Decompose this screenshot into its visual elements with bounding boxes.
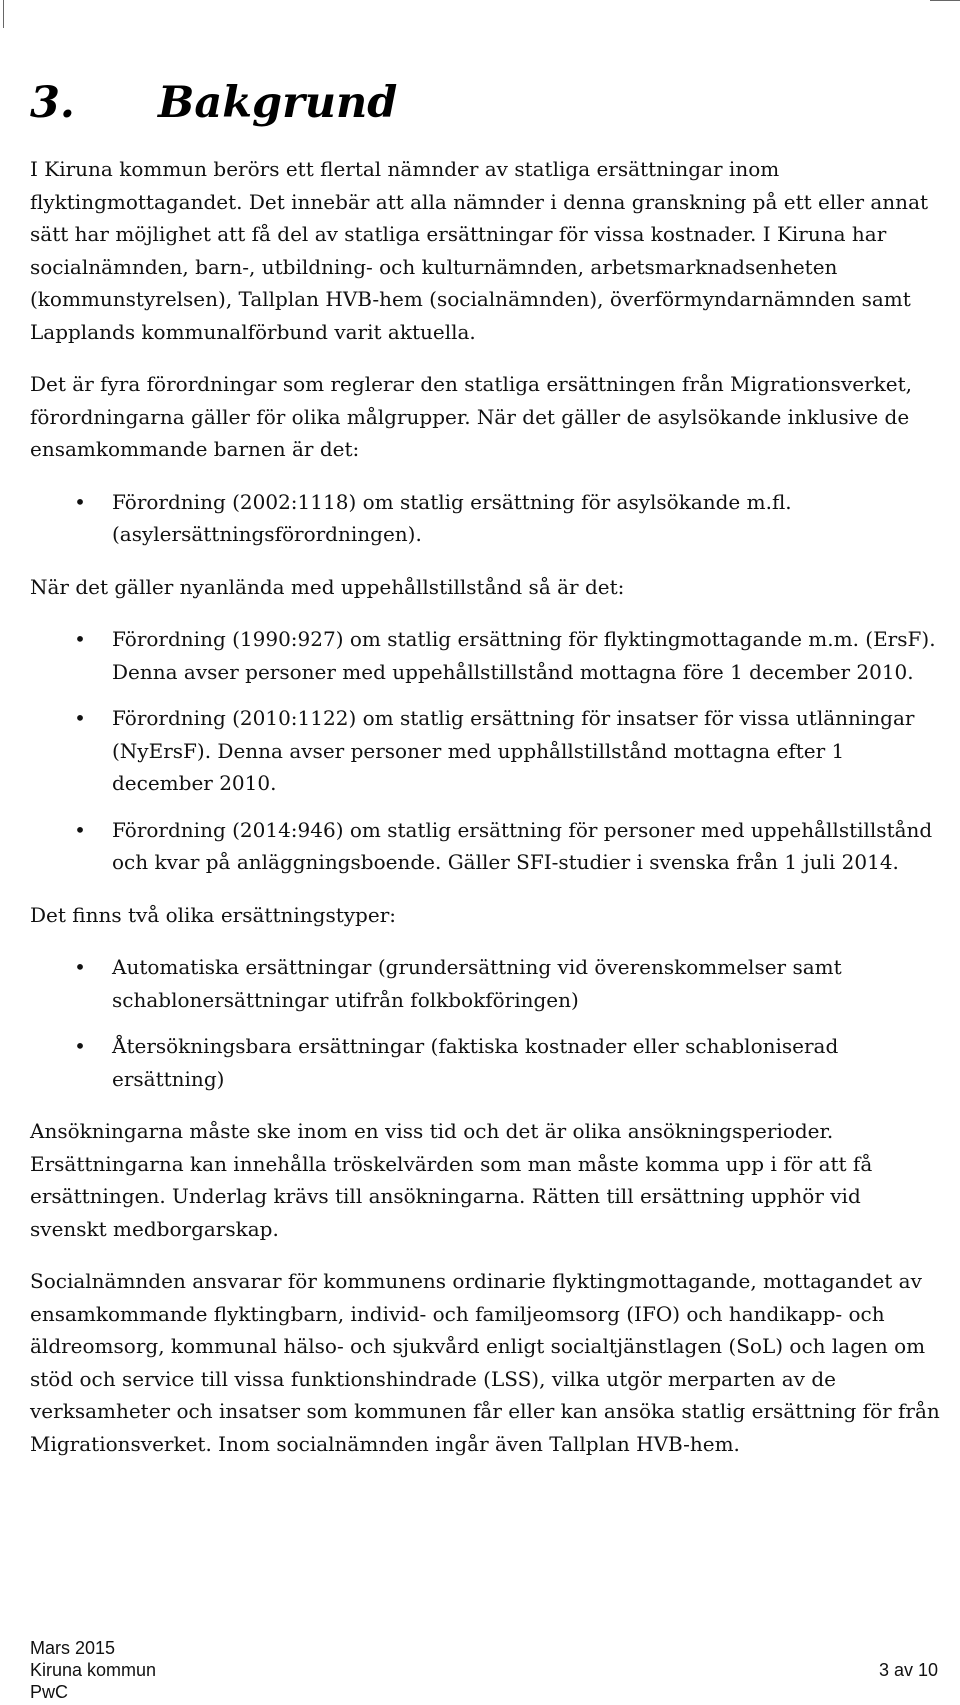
bullet-icon: •: [74, 955, 86, 979]
footer-date: Mars 2015: [30, 1638, 116, 1658]
list-item-text: Förordning (2002:1118) om statlig ersättning för asylsökande m.fl. (asylersättningsförordningen).: [112, 489, 792, 546]
list-item: [30, 1030, 940, 1095]
list-item: [30, 814, 940, 879]
paragraph-intro: I Kiruna kommun berörs ett flertal nämnder av statliga ersättningar inom flyktingmottagandet. Det innebär att alla nämnder i denna granskning på ett eller annat sätt har möjlighet att få del av statliga ersättningar för vissa kostnader. I Kiruna har socialnämnden, barn-, utbildning- och kulturnämnden, arbetsmarknadsenheten (kommunstyrelsen), Tallplan HVB-hem (socialnämnden), överförmyndarnämnden samt Lapplands kommunalförbund varit aktuella.: [30, 157, 929, 344]
bullet-icon: •: [74, 706, 86, 730]
list-item: [30, 486, 940, 551]
section-title: Bakgrund: [158, 78, 398, 128]
paragraph-regulations: Det är fyra förordningar som reglerar den statliga ersättningen från Migrationsverket, förordningarna gäller för olika målgrupper. När det gäller de asylsökande inklusive de ensamkommande barnen är det:: [30, 372, 912, 461]
body-text: [30, 153, 940, 1480]
list-item: [30, 951, 940, 1016]
crop-mark-right: [930, 0, 960, 1]
paragraph-types: Det finns två olika ersättningstyper:: [30, 902, 396, 927]
bullet-icon: •: [74, 817, 86, 842]
list-item-text: Automatiska ersättningar (grundersättning vid överenskommelser samt schablonersättningar utifrån folkbokföringen): [112, 955, 842, 1012]
bullet-icon: •: [74, 627, 86, 651]
page-footer: [30, 1637, 938, 1703]
list-item: [30, 702, 940, 800]
page-number: 3 av 10: [878, 1660, 938, 1680]
bullet-icon: •: [74, 489, 86, 514]
paragraph-newcomers: När det gäller nyanlända med uppehållstillstånd så är det:: [30, 574, 625, 599]
newcomers-list: [30, 623, 940, 879]
crop-mark-left: [3, 0, 4, 28]
section-number: 3.: [30, 78, 75, 128]
paragraph-applications: Ansökningarna måste ske inom en viss tid och det är olika ansökningsperioder. Ersättningarna kan innehålla tröskelvärden som man måste komma upp i för att få ersättningen. Underlag krävs till ansökningarna. Rätten till ersättning upphör vid svenskt medborgarskap.: [30, 1119, 873, 1241]
list-item-text: Förordning (1990:927) om statlig ersättning för flyktingmottagande m.m. (ErsF). Denna avser personer med uppehållstillstånd mottagna före 1 december 2010.: [112, 627, 936, 684]
paragraph-social-committee: Socialnämnden ansvarar för kommunens ordinarie flyktingmottagande, mottagandet av ensamkommande flyktingbarn, individ- och familjeomsorg (IFO) och handikapp- och äldreomsorg, kommunal hälso- och sjukvård enligt socialtjänstlagen (SoL) och lagen om stöd och service till vissa funktionshindrade (LSS), vilka utgör merparten av de verksamheter och insatser som kommunen får eller kan ansöka statlig ersättning för från Migrationsverket. Inom socialnämnden ingår även Tallplan HVB-hem.: [30, 1269, 940, 1456]
list-item-text: Förordning (2014:946) om statlig ersättning för personer med uppehållstillstånd och kvar på anläggningsboende. Gäller SFI-studier i svenska från 1 juli 2014.: [112, 817, 933, 874]
footer-company: PwC: [30, 1682, 69, 1702]
asylum-list: [30, 486, 940, 551]
list-item-text: Återsökningsbara ersättningar (faktiska kostnader eller schabloniserad ersättning): [112, 1034, 839, 1091]
footer-organization: Kiruna kommun: [30, 1660, 157, 1680]
section-heading: [30, 78, 397, 128]
compensation-types-list: [30, 951, 940, 1095]
list-item: [30, 623, 940, 688]
bullet-icon: •: [74, 1034, 86, 1058]
list-item-text: Förordning (2010:1122) om statlig ersättning för insatser för vissa utlänningar (NyErsF). Denna avser personer med upphållstillstånd mottagna efter 1 december 2010.: [112, 706, 915, 795]
